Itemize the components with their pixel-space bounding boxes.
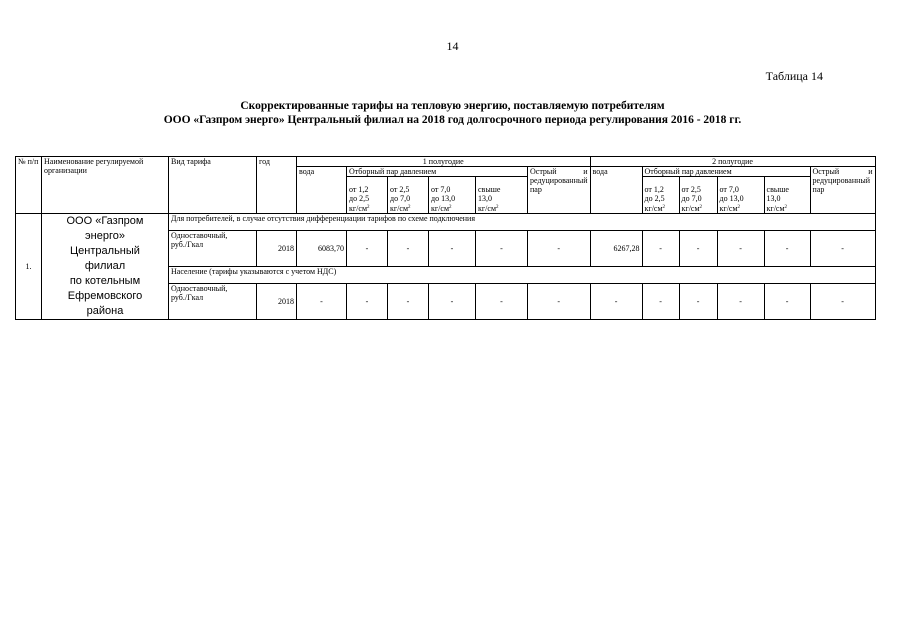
h2-pressure-range-3: от 7,0 до 13,0 $кг/см^2$ <box>717 177 764 214</box>
title-line-1: Скорректированные тарифы на тепловую энергию, поставляемую потребителям <box>240 100 665 112</box>
h1-sharp-cell: - <box>528 231 591 267</box>
header-half-2: 2 полугодие <box>590 157 875 167</box>
h1-pressure-range-3: от 7,0 до 13,0 $кг/см^2$ <box>429 177 476 214</box>
document-title <box>0 99 905 127</box>
header-h1-sharp-steam: Острый и редуцированный пар <box>528 167 591 214</box>
h1-water-cell: 6083,70 <box>297 231 347 267</box>
h2-water-cell: 6267,28 <box>590 231 642 267</box>
header-org-name: Наименование регулируемой организации <box>42 157 169 214</box>
h1-p1-cell: - <box>347 284 388 320</box>
header-h2-steam-pressure: Отборный пар давлением <box>642 167 810 177</box>
year-cell: 2018 <box>257 284 297 320</box>
h2-pressure-range-2: от 2,5 до 7,0 $кг/см^2$ <box>679 177 717 214</box>
h1-p4-cell: - <box>476 231 528 267</box>
h1-p3-cell: - <box>429 231 476 267</box>
h1-p4-cell: - <box>476 284 528 320</box>
h2-p2-cell: - <box>679 231 717 267</box>
h2-sharp-cell: - <box>810 284 875 320</box>
h2-p4-cell: - <box>764 284 810 320</box>
header-h1-steam-pressure: Отборный пар давлением <box>347 167 528 177</box>
h1-p2-cell: - <box>388 231 429 267</box>
table-label: Таблица 14 <box>765 69 823 83</box>
tariff-table <box>15 156 876 320</box>
h2-p2-cell: - <box>679 284 717 320</box>
h2-p3-cell: - <box>717 231 764 267</box>
header-tariff-type: Вид тарифа <box>169 157 257 214</box>
h2-pressure-range-4: свыше 13,0 $кг/см^2$ <box>764 177 810 214</box>
h2-pressure-range-1: от 1,2 до 2,5 $кг/см^2$ <box>642 177 679 214</box>
page-number: 14 <box>446 39 459 53</box>
h1-p3-cell: - <box>429 284 476 320</box>
h1-p1-cell: - <box>347 231 388 267</box>
h2-p3-cell: - <box>717 284 764 320</box>
h1-pressure-range-1: от 1,2 до 2,5 $кг/см^2$ <box>347 177 388 214</box>
header-h1-water: вода <box>297 167 347 214</box>
header-half-1: 1 полугодие <box>297 157 591 167</box>
h2-p1-cell: - <box>642 231 679 267</box>
h1-pressure-range-2: от 2,5 до 7,0 $кг/см^2$ <box>388 177 429 214</box>
tariff-type-cell: Одноставочный, руб./Гкал <box>169 231 257 267</box>
h1-sharp-cell: - <box>528 284 591 320</box>
header-num: № п/п <box>16 157 42 214</box>
row-number: 1. <box>16 214 42 320</box>
title-line-2: ООО «Газпром энерго» Центральный филиал на 2018 год долгосрочного периода регулирования 2016 - 2018 гг. <box>163 114 742 126</box>
section-population: Население (тарифы указываются с учетом НДС) <box>169 266 876 283</box>
tariff-type-cell: Одноставочный, руб./Гкал <box>169 284 257 320</box>
year-cell: 2018 <box>257 231 297 267</box>
organization-name: ООО «Газпром энерго» Центральный филиал по котельным Ефремовского района <box>42 214 169 320</box>
header-year: год <box>257 157 297 214</box>
h2-water-cell: - <box>590 284 642 320</box>
header-h2-water: вода <box>590 167 642 214</box>
h1-water-cell: - <box>297 284 347 320</box>
section-no-differentiation: Для потребителей, в случае отсутствия дифференциации тарифов по схеме подключения <box>169 214 876 231</box>
h1-p2-cell: - <box>388 284 429 320</box>
h1-pressure-range-4: свыше 13,0 $кг/см^2$ <box>476 177 528 214</box>
h2-sharp-cell: - <box>810 231 875 267</box>
h2-p1-cell: - <box>642 284 679 320</box>
h2-p4-cell: - <box>764 231 810 267</box>
header-h2-sharp-steam: Острый и редуцированный пар <box>810 167 875 214</box>
